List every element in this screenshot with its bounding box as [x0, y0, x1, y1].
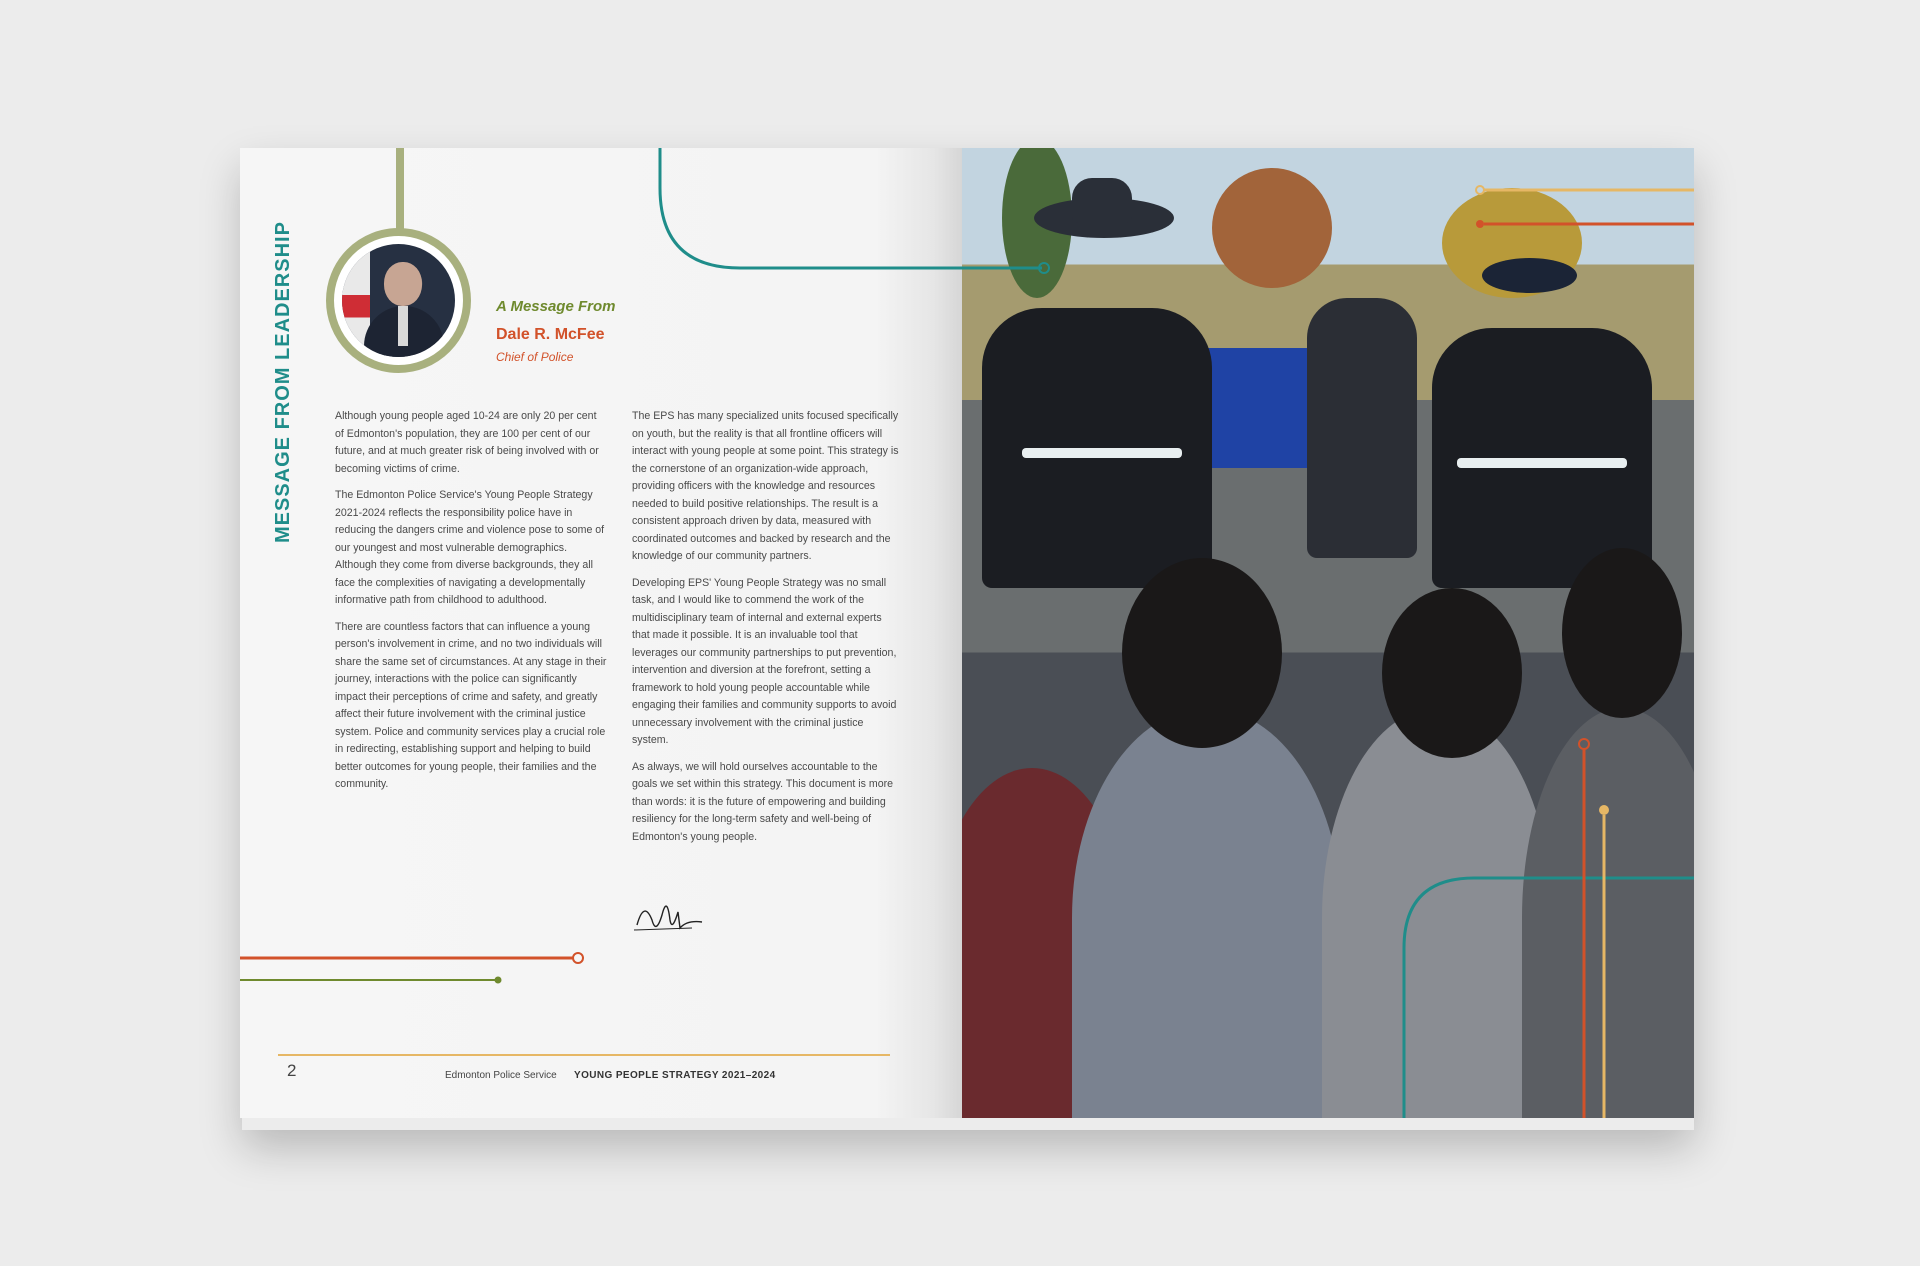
message-from-label: A Message From	[496, 298, 616, 315]
signature-image	[632, 890, 712, 940]
paragraph: Developing EPS' Young People Strategy was no small task, and I would like to commend the work of the multidisciplinary team of internal and external experts that made it possible. It is an invaluable tool that leverages our community partnerships to put prevention, intervention and diversion at the forefront, setting a framework to hold young people accountable while engaging their families and community supports to avoid unnecessary involvement with the criminal justice system.	[632, 576, 897, 746]
footer-title: YOUNG PEOPLE STRATEGY 2021–2024	[574, 1070, 776, 1081]
left-page	[240, 148, 962, 1118]
footer-rule	[278, 1054, 890, 1056]
author-name: Dale R. McFee	[496, 326, 605, 343]
paragraph: There are countless factors that can influence a young person's involvement in crime, and no two individuals will share the same set of circumstances. At any stage in their journey, interactions with the police can significantly impact their perceptions of crime and safety, and greatly affect their future involvement with the criminal justice system. Police and community services play a crucial role in redirecting, establishing support and helping to build better outcomes for young people, their families and the community.	[335, 620, 607, 790]
right-page	[962, 148, 1694, 1118]
text-column-right	[632, 408, 902, 855]
footer-org: Edmonton Police Service	[445, 1070, 557, 1081]
page-number: 2	[287, 1061, 297, 1080]
text-column-left	[335, 408, 607, 803]
paragraph: The EPS has many specialized units focused specifically on youth, but the reality is that all frontline officers will interact with young people at some point. This strategy is the cornerstone of an organization-wide approach, providing officers with the knowledge and resources needed to build positive relationships. The result is a consistent approach driven by data, measured with coordinated outcomes and backed by research and the knowledge of our community partners.	[632, 410, 899, 562]
paragraph: As always, we will hold ourselves accountable to the goals we set within this strategy. This document is more than words: it is the future of empowering and building resiliency for the long-term safety and well-being of Edmonton's young people.	[632, 760, 894, 843]
section-title: MESSAGE FROM LEADERSHIP	[272, 221, 294, 543]
decorative-lines-right	[962, 148, 1694, 1118]
paragraph: The Edmonton Police Service's Young People Strategy 2021-2024 reflects the responsibility police have in reducing the dangers crime and violence pose to some of our youngest and most vulnerable demographics. Although they come from diverse backgrounds, they all face the complexities of navigating a developmentally informative path from childhood to adulthood.	[335, 489, 605, 606]
paragraph: Although young people aged 10-24 are only 20 per cent of Edmonton's population, they are 100 per cent of our future, and at much greater risk of being involved with or becoming victims of crime.	[335, 410, 599, 475]
author-role: Chief of Police	[496, 350, 574, 364]
